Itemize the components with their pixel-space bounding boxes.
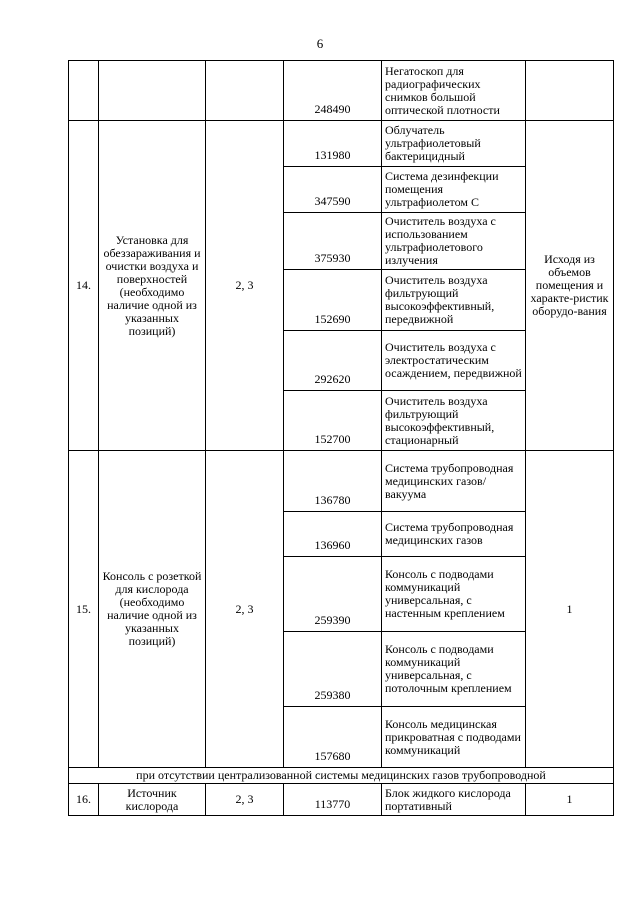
class-cell xyxy=(206,61,284,121)
class-cell: 2, 3 xyxy=(206,121,284,451)
table-row xyxy=(69,121,614,167)
code-cell: 136960 xyxy=(284,512,382,557)
name-cell xyxy=(99,61,206,121)
code-cell: 292620 xyxy=(284,331,382,391)
row-number-cell: 14. xyxy=(69,121,99,451)
code-cell: 259380 xyxy=(284,632,382,707)
code-cell: 248490 xyxy=(284,61,382,121)
qty-cell: Исходя из объемов помещения и характе-ристик оборудо-вания xyxy=(526,121,614,451)
equipment-cell: Консоль с подводами коммуникаций универсальная, с настенным креплением xyxy=(382,557,526,632)
name-cell: Консоль с розеткой для кислорода (необходимо наличие одной из указанных позиций) xyxy=(99,451,206,768)
equipment-cell: Очиститель воздуха с электростатическим осаждением, передвижной xyxy=(382,331,526,391)
table-row xyxy=(69,784,614,816)
code-cell: 152700 xyxy=(284,391,382,451)
row-number-cell: 16. xyxy=(69,784,99,816)
class-cell: 2, 3 xyxy=(206,784,284,816)
code-cell: 157680 xyxy=(284,707,382,768)
qty-cell: 1 xyxy=(526,451,614,768)
qty-cell xyxy=(526,61,614,121)
name-cell: Источник кислорода xyxy=(99,784,206,816)
equipment-table xyxy=(68,60,614,816)
qty-cell: 1 xyxy=(526,784,614,816)
code-cell: 131980 xyxy=(284,121,382,167)
equipment-cell: Система трубопроводная медицинских газов/ вакуума xyxy=(382,451,526,512)
row-number-cell: 15. xyxy=(69,451,99,768)
code-cell: 113770 xyxy=(284,784,382,816)
note-cell: при отсутствии централизованной системы медицинских газов трубопроводной xyxy=(69,768,614,784)
equipment-cell: Очиститель воздуха фильтрующий высокоэффективный, стационарный xyxy=(382,391,526,451)
code-cell: 347590 xyxy=(284,167,382,213)
page-number: 6 xyxy=(316,36,324,51)
equipment-cell: Очиститель воздуха с использованием ультрафиолетового излучения xyxy=(382,213,526,270)
code-cell: 136780 xyxy=(284,451,382,512)
equipment-cell: Блок жидкого кислорода портативный xyxy=(382,784,526,816)
name-cell: Установка для обеззараживания и очистки воздуха и поверхностей (необходимо наличие одной из указанных позиций) xyxy=(99,121,206,451)
table-row xyxy=(69,61,614,121)
note-row xyxy=(69,768,614,784)
class-cell: 2, 3 xyxy=(206,451,284,768)
equipment-cell: Негатоскоп для радиографических снимков большой оптической плотности xyxy=(382,61,526,121)
equipment-cell: Система дезинфекции помещения ультрафиолетом С xyxy=(382,167,526,213)
equipment-cell: Облучатель ультрафиолетовый бактерицидный xyxy=(382,121,526,167)
equipment-cell: Система трубопроводная медицинских газов xyxy=(382,512,526,557)
row-number-cell xyxy=(69,61,99,121)
table-row xyxy=(69,451,614,512)
equipment-cell: Консоль медицинская прикроватная с подводами коммуникаций xyxy=(382,707,526,768)
code-cell: 375930 xyxy=(284,213,382,270)
code-cell: 259390 xyxy=(284,557,382,632)
equipment-cell: Консоль с подводами коммуникаций универсальная, с потолочным креплением xyxy=(382,632,526,707)
code-cell: 152690 xyxy=(284,270,382,331)
equipment-cell: Очиститель воздуха фильтрующий высокоэффективный, передвижной xyxy=(382,270,526,331)
